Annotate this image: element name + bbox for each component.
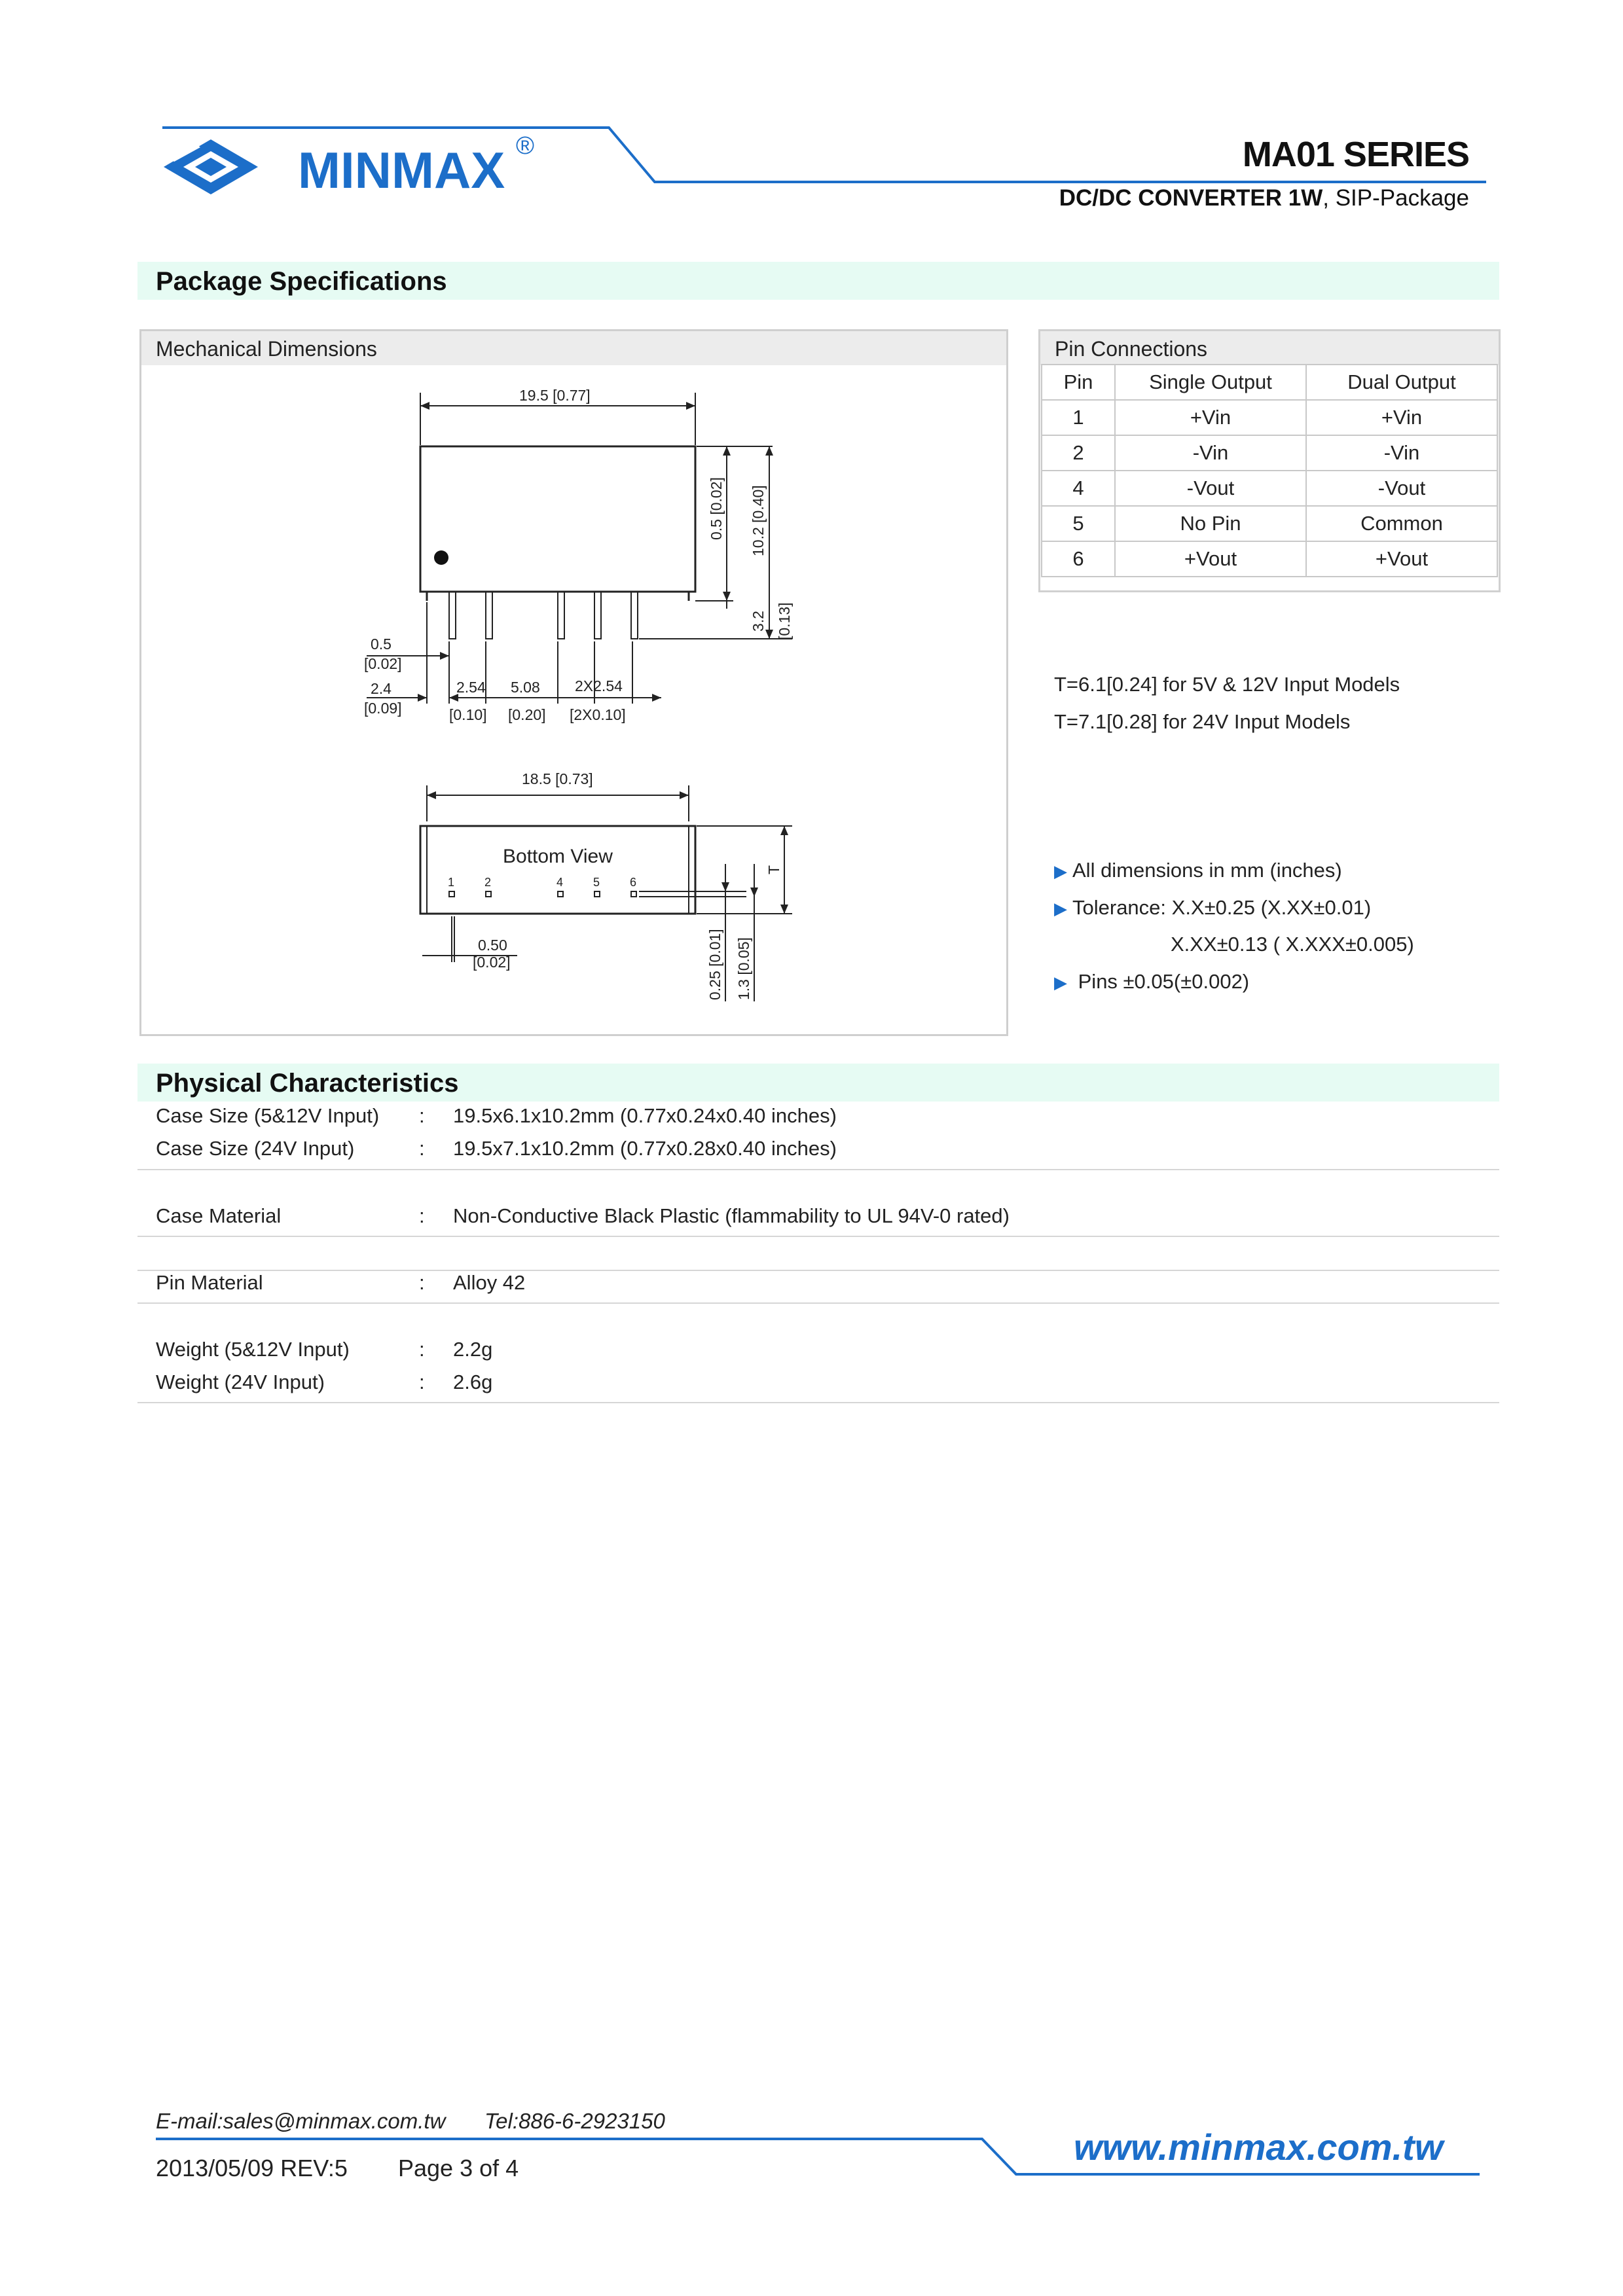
footer-email: E-mail:sales@minmax.com.tw [156,2109,446,2133]
dim-left-009: [0.09] [364,700,402,717]
dim-pin-w-050: 0.50 [478,937,507,954]
cell: -Vin [1306,435,1497,471]
dim-pin-len-32: 3.2 [750,611,767,632]
bottom-pin-1: 1 [448,876,455,889]
pin-connections-table [1041,364,1498,577]
dim-height-102: 10.2 [0.40] [750,485,767,556]
dim-offset-05: 0.5 [0.02] [708,477,725,540]
footer-tel: Tel:886-6-2923150 [484,2109,665,2133]
dim-v-025: 0.25 [0.01] [706,929,723,1000]
bottom-pin-4: 4 [556,876,564,889]
note-text: Pins ±0.05(±0.002) [1078,970,1250,993]
triangle-bullet-icon: ▶ [1054,899,1067,918]
section-title: Physical Characteristics [156,1069,459,1098]
row-label: Case Material [156,1204,282,1227]
dim-top-width: 19.5 [0.77] [519,387,591,404]
divider [137,1169,1499,1170]
dim-p254: 2.54 [456,679,486,696]
dim-p2x010: [2X0.10] [570,706,626,723]
row-colon: : [419,1371,425,1393]
tolerance-note-1 [1054,859,1342,882]
panel-header [1040,331,1499,365]
row-value: Non-Conductive Black Plastic (flammability to UL 94V-0 rated) [453,1204,1010,1227]
cell: No Pin [1115,506,1306,541]
table-header-row [1042,365,1497,400]
cell: +Vout [1115,541,1306,577]
tolerance-note-2 [1054,896,1371,920]
cell: 5 [1042,506,1115,541]
panel-title: Mechanical Dimensions [156,337,377,361]
col-header-pin: Pin [1042,365,1115,400]
row-value: 2.2g [453,1338,493,1361]
row-label: Weight (24V Input) [156,1371,325,1393]
table-row [1042,506,1497,541]
row-label: Weight (5&12V Input) [156,1338,350,1361]
table-row [1042,541,1497,577]
note-text: All dimensions in mm (inches) [1072,859,1342,882]
row-label: Case Size (24V Input) [156,1137,355,1160]
footer-page: Page 3 of 4 [398,2155,519,2181]
cell: 1 [1042,400,1115,435]
section-title: Package Specifications [156,267,447,296]
t-note-2: T=7.1[0.28] for 24V Input Models [1054,710,1351,733]
row-colon: : [419,1137,425,1160]
dim-p010: [0.10] [449,706,487,723]
series-title: MA01 SERIES [1242,135,1469,174]
dim-left-24: 2.4 [371,680,392,697]
cell: +Vin [1306,400,1497,435]
row-value: 2.6g [453,1371,493,1393]
divider [137,1302,1499,1304]
triangle-bullet-icon: ▶ [1054,973,1067,992]
cell: 4 [1042,471,1115,506]
cell: 6 [1042,541,1115,577]
col-header-single: Single Output [1115,365,1306,400]
footer-website-link[interactable]: www.minmax.com.tw [1074,2126,1444,2168]
row-colon: : [419,1271,425,1294]
table-row [1042,400,1497,435]
dim-pin-w-002: [0.02] [473,954,511,971]
dim-left-05: 0.5 [371,636,392,653]
dim-p2x254: 2X2.54 [575,677,623,694]
row-label: Case Size (5&12V Input) [156,1104,380,1127]
table-row [1042,471,1497,506]
note-text: Tolerance: X.X±0.25 (X.XX±0.01) [1072,896,1372,919]
dim-v-T: T [765,865,782,874]
cell: 2 [1042,435,1115,471]
row-colon: : [419,1338,425,1361]
tolerance-note-3: X.XX±0.13 ( X.XXX±0.005) [1171,933,1414,956]
subtitle-bold: DC/DC CONVERTER 1W [1059,185,1323,211]
cell: -Vout [1115,471,1306,506]
dim-pin-len-013: [0.13] [776,602,793,640]
col-header-dual: Dual Output [1306,365,1497,400]
row-colon: : [419,1104,425,1127]
bottom-pin-2: 2 [484,876,492,889]
registered-mark: ® [516,132,534,160]
dim-bottom-width: 18.5 [0.73] [522,770,593,787]
row-value: 19.5x6.1x10.2mm (0.77x0.24x0.40 inches) [453,1104,837,1127]
triangle-bullet-icon: ▶ [1054,861,1067,881]
brand-wordmark: MINMAX [298,141,505,199]
subtitle-rest: , SIP-Package [1322,185,1469,211]
panel-title: Pin Connections [1055,337,1208,361]
row-colon: : [419,1204,425,1227]
dim-p508: 5.08 [511,679,540,696]
dim-p020: [0.20] [508,706,546,723]
physical-section-bar [137,1064,1499,1102]
bottom-view-label: Bottom View [503,846,613,867]
footer-date-rev: 2013/05/09 REV:5 [156,2155,348,2181]
cell: +Vin [1115,400,1306,435]
dim-v-13: 1.3 [0.05] [735,937,752,1000]
table-row [1042,435,1497,471]
row-value: 19.5x7.1x10.2mm (0.77x0.28x0.40 inches) [453,1137,837,1160]
dim-left-002: [0.02] [364,655,402,672]
bottom-pin-6: 6 [630,876,637,889]
cell: -Vin [1115,435,1306,471]
cell: +Vout [1306,541,1497,577]
pin1-marker-dot [434,550,448,565]
t-note-1: T=6.1[0.24] for 5V & 12V Input Models [1054,673,1400,696]
cell: -Vout [1306,471,1497,506]
divider [137,1402,1499,1403]
row-value: Alloy 42 [453,1271,526,1294]
tolerance-note-4 [1054,970,1249,994]
row-label: Pin Material [156,1271,263,1294]
divider [137,1270,1499,1271]
divider [137,1236,1499,1237]
bottom-pin-5: 5 [593,876,600,889]
cell: Common [1306,506,1497,541]
